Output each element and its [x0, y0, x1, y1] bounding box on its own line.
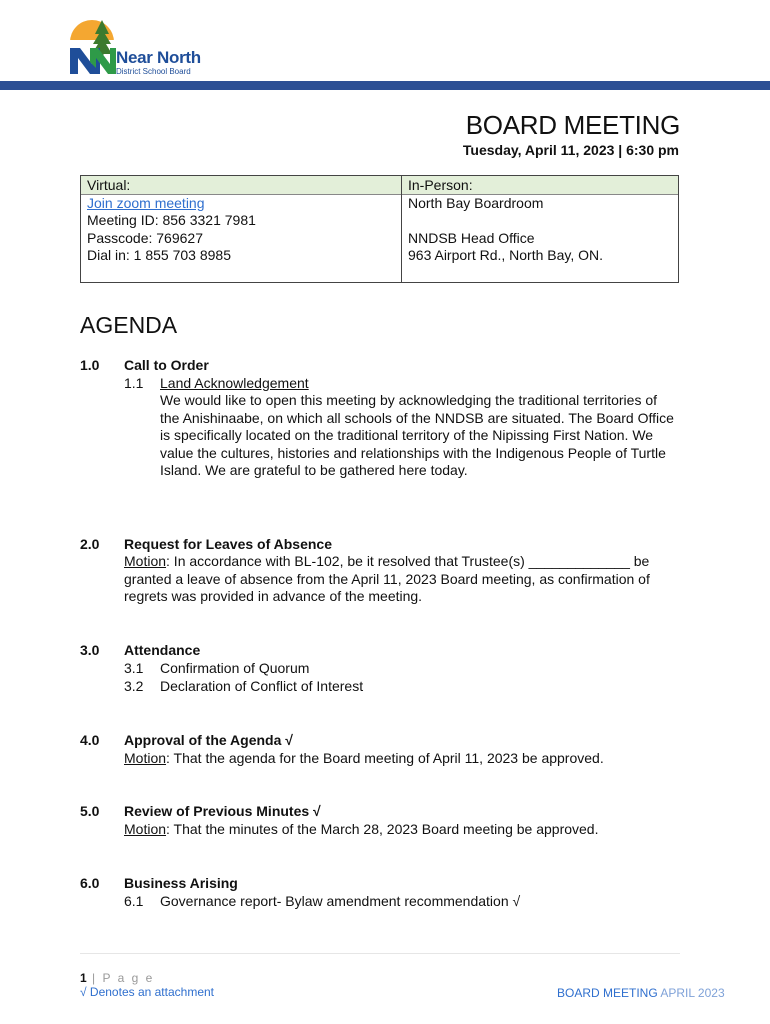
item-number: 2.0	[80, 536, 100, 552]
footer-title	[557, 986, 725, 1000]
motion-label: Motion	[124, 553, 167, 569]
virtual-column	[87, 177, 256, 265]
virtual-header: Virtual:	[87, 177, 131, 193]
office-address: 963 Airport Rd., North Bay, ON.	[408, 247, 604, 264]
brand-subtitle: District School Board	[116, 67, 191, 76]
item-heading: Request for Leaves of Absence	[124, 536, 332, 552]
info-table-divider	[401, 175, 402, 283]
agenda-title: AGENDA	[80, 312, 178, 338]
footer-title-date: APRIL 2023	[657, 986, 725, 1000]
footer-title-main: BOARD MEETING	[557, 986, 658, 1000]
dial-in: Dial in: 1 855 703 8985	[87, 247, 231, 264]
passcode: Passcode: 769627	[87, 229, 203, 246]
meeting-date: Tuesday, April 11, 2023 | 6:30 pm	[462, 142, 679, 158]
header-rule	[0, 81, 770, 90]
motion-paragraph	[124, 821, 599, 837]
item-number: 4.0	[80, 732, 100, 748]
subitem-label: Declaration of Conflict of Interest	[160, 678, 364, 694]
motion-paragraph	[124, 750, 604, 766]
meeting-id: Meeting ID: 856 3321 7981	[87, 212, 256, 229]
join-zoom-link[interactable]: Join zoom meeting	[87, 194, 205, 211]
in-person-column	[408, 177, 603, 265]
subitem-label: Governance report- Bylaw amendment recommendation √	[160, 893, 521, 909]
motion-label: Motion	[124, 750, 167, 766]
item-heading: Call to Order	[124, 357, 209, 373]
footer-rule	[80, 953, 680, 954]
brand-name: Near North	[116, 48, 201, 67]
item-number: 6.0	[80, 875, 100, 891]
page-number-value: 1	[80, 971, 87, 985]
in-person-header: In-Person:	[408, 177, 473, 193]
subitem-number: 6.1	[124, 893, 144, 909]
item-heading: Review of Previous Minutes √	[124, 803, 321, 819]
subitem-number: 3.2	[124, 678, 144, 694]
motion-paragraph	[124, 553, 684, 606]
item-heading: Attendance	[124, 642, 201, 658]
meeting-title: BOARD MEETING	[465, 110, 680, 140]
motion-text: : That the minutes of the March 28, 2023 Board meeting be approved.	[166, 821, 599, 837]
motion-label: Motion	[124, 821, 167, 837]
subitem-number: 1.1	[124, 375, 144, 391]
boardroom: North Bay Boardroom	[408, 194, 544, 211]
page-label: | P a g e	[86, 971, 155, 985]
page-number	[80, 971, 154, 985]
subitem-label: Confirmation of Quorum	[160, 660, 310, 676]
land-acknowledgement-text: We would like to open this meeting by acknowledging the traditional territories of the Anishinaabe, on which all schools of the NNDSB are situated. The Board Office is specifically located on the traditional territory of the Nipissing First Nation. We value the cultures, histories and relationships with the Indigenous People of Turtle Island. We are grateful to be gathered here today.	[160, 392, 674, 479]
subitem-number: 3.1	[124, 660, 144, 676]
subitem-label: Land Acknowledgement	[160, 375, 309, 391]
item-number: 3.0	[80, 642, 100, 658]
item-number: 1.0	[80, 357, 100, 373]
motion-text: : In accordance with BL-102, be it resolved that Trustee(s) _____________ be granted a leave of absence from the April 11, 2023 Board meeting, as confirmation of regrets was provided in advance of the meeting.	[124, 553, 650, 605]
item-heading: Business Arising	[124, 875, 238, 891]
head-office: NNDSB Head Office	[408, 229, 535, 246]
motion-text: : That the agenda for the Board meeting of April 11, 2023 be approved.	[166, 750, 604, 766]
item-heading: Approval of the Agenda √	[124, 732, 293, 748]
attachment-note: √ Denotes an attachment	[80, 985, 214, 999]
item-number: 5.0	[80, 803, 100, 819]
